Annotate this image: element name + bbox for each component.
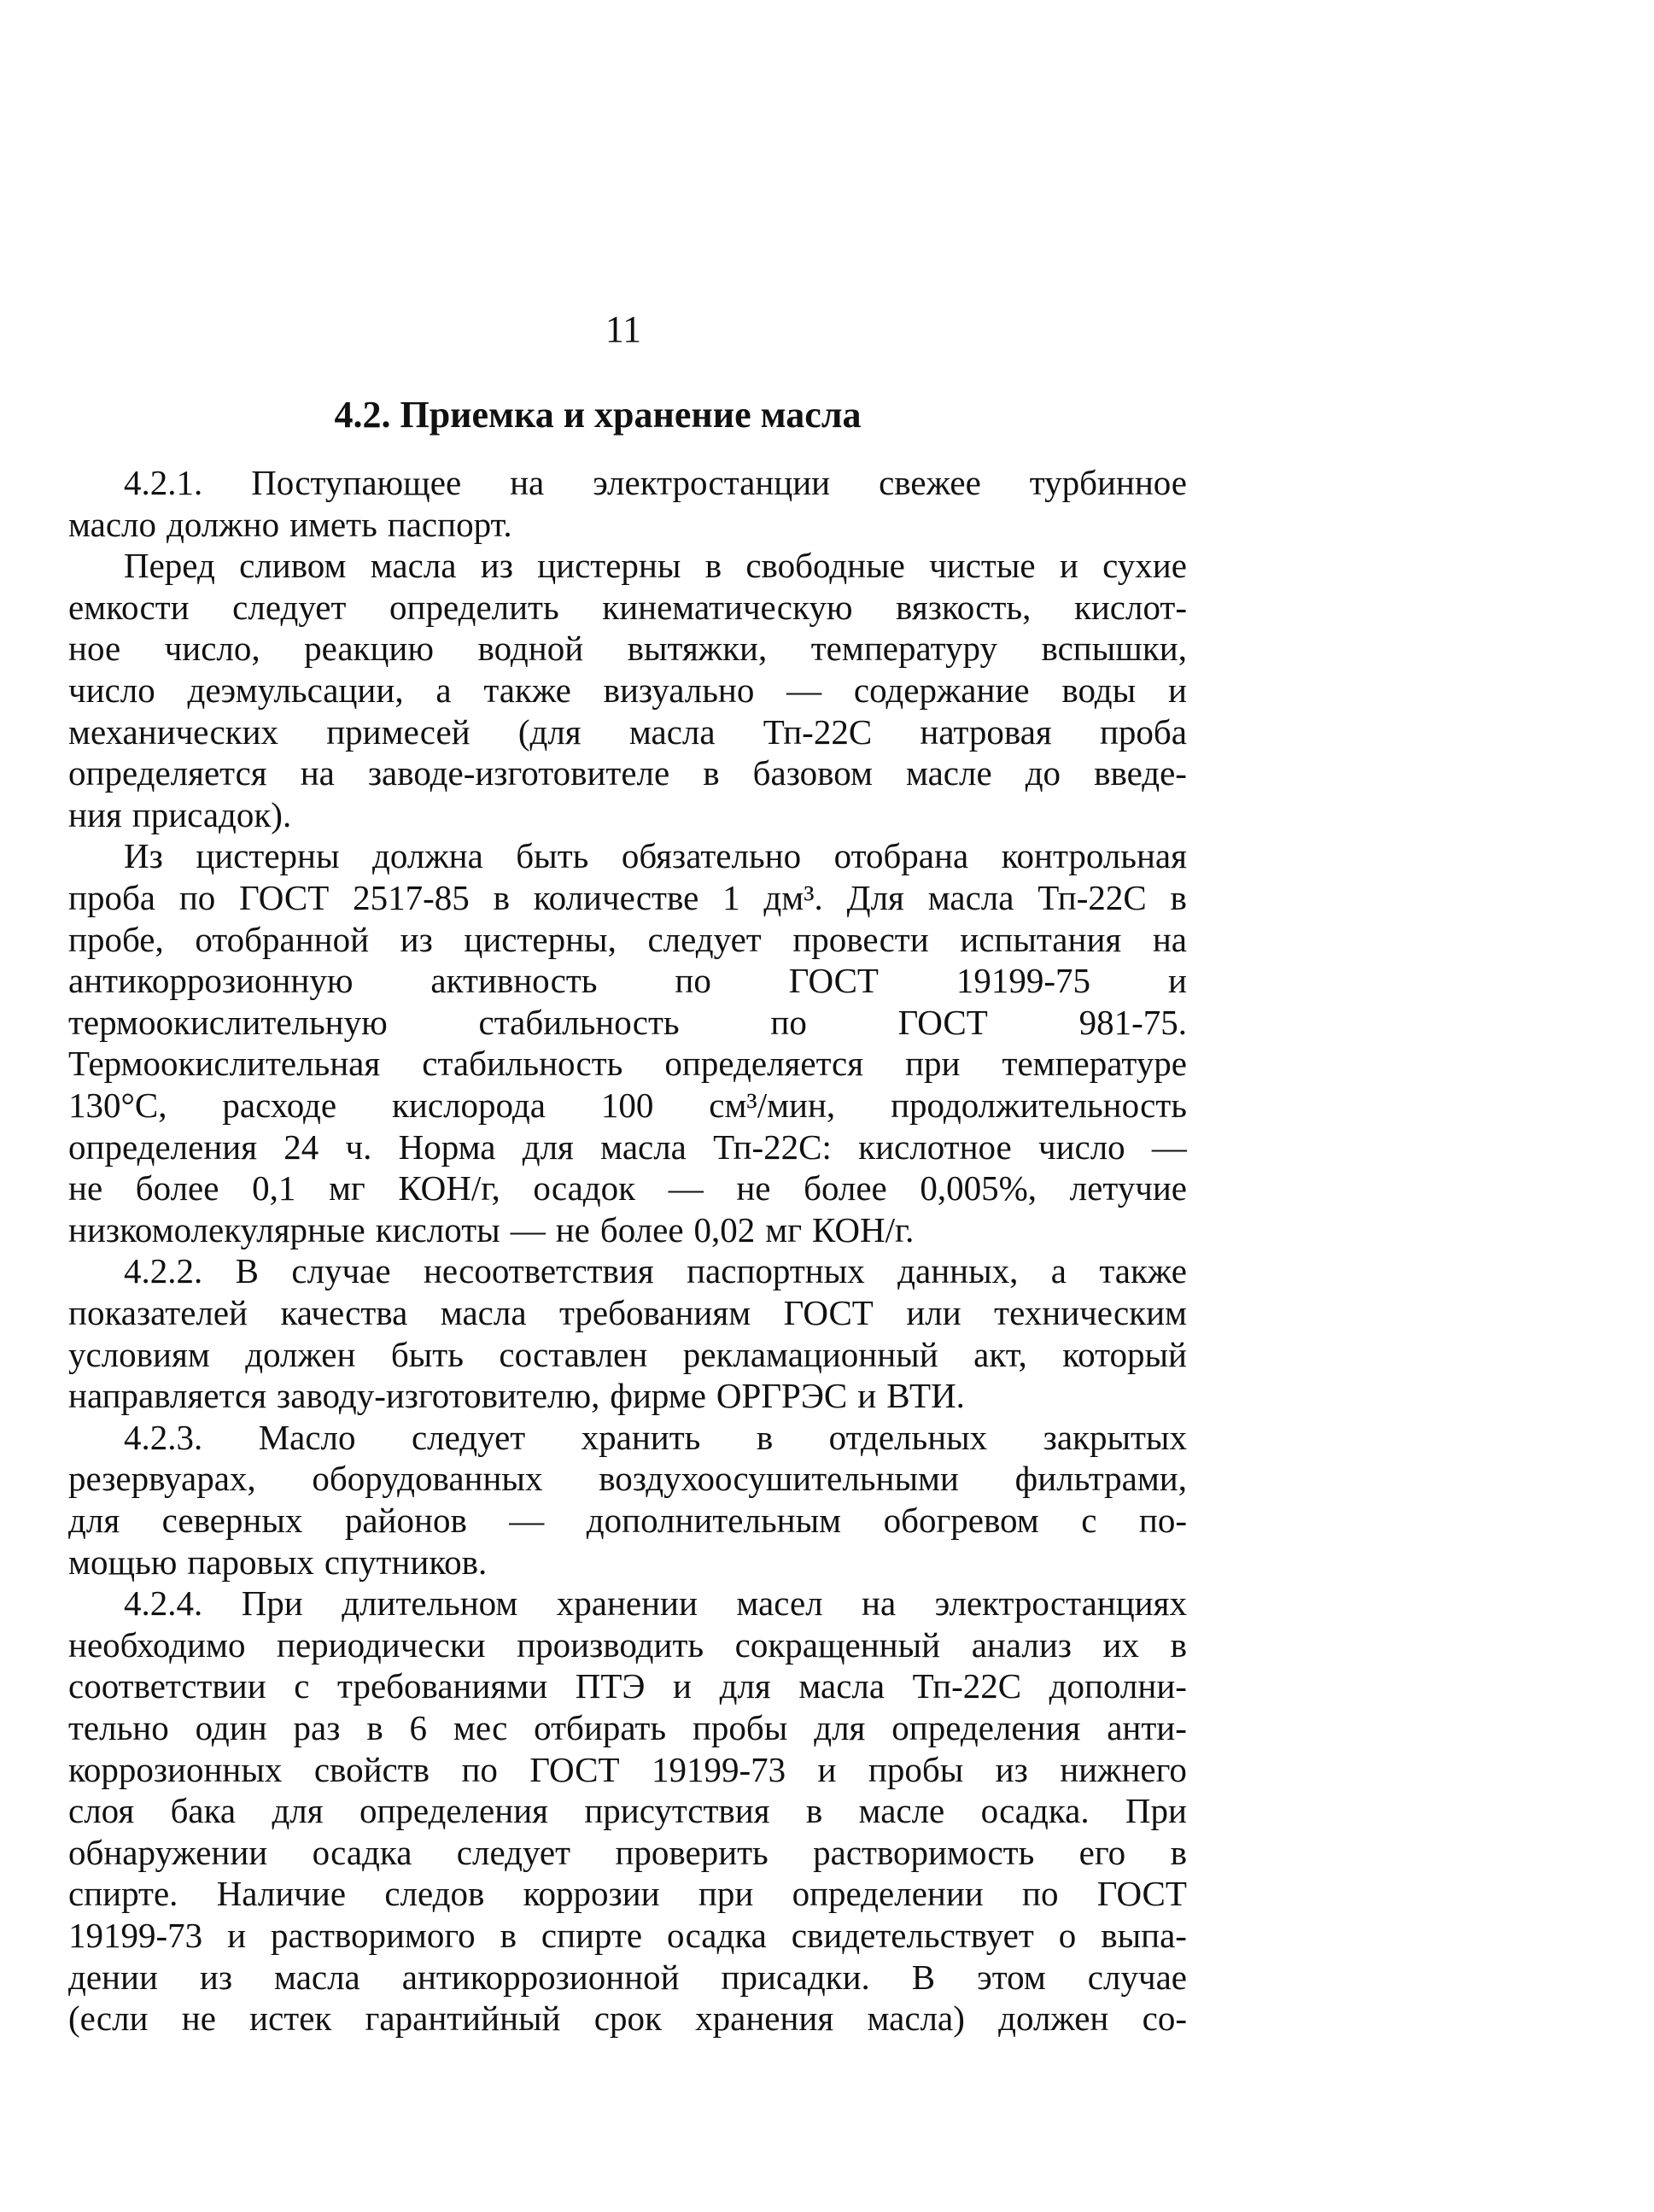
text-line: определения 24 ч. Норма для масла Тп-22С: кислотное число — (68, 1127, 1187, 1167)
text-line: термоокислительную стабильность по ГОСТ 981-75. (68, 1003, 1187, 1042)
text-line: 19199-73 и растворимого в спирте осадка свидетельствует о выпа- (68, 1916, 1187, 1955)
text-line: показателей качества масла требованиям ГОСТ или техническим (68, 1293, 1187, 1332)
text-line: 130°С, расходе кислорода 100 см³/мин, продолжительность (68, 1086, 1187, 1125)
text-line: 4.2.4. При длительном хранении масел на электростанциях (124, 1583, 1187, 1623)
text-line: резервуарах, оборудованных воздухоосушительными фильтрами, (68, 1459, 1187, 1498)
text-line: Термоокислительная стабильность определяется при температуре (68, 1044, 1187, 1083)
text-line: 4.2.2. В случае несоответствия паспортных данных, а также (124, 1251, 1187, 1290)
text-line: условиям должен быть составлен рекламационный акт, который (68, 1335, 1187, 1374)
text-line: 4.2.1. Поступающее на электростанции свежее турбинное (124, 463, 1187, 502)
text-line: соответствии с требованиями ПТЭ и для масла Тп-22С дополни- (68, 1666, 1187, 1706)
text-line: не более 0,1 мг КОН/г, осадок — не более 0,005%, летучие (68, 1168, 1187, 1208)
text-line: масло должно иметь паспорт. (68, 505, 512, 544)
text-line: для северных районов — дополнительным обогревом с по- (68, 1501, 1187, 1540)
text-line: антикоррозионную активность по ГОСТ 19199-75 и (68, 961, 1187, 1000)
text-line: слоя бака для определения присутствия в масле осадка. При (68, 1791, 1187, 1830)
text-line: спирте. Наличие следов коррозии при определении по ГОСТ (68, 1874, 1187, 1913)
text-line: низкомолекулярные кислоты — не более 0,02 мг КОН/г. (68, 1210, 915, 1249)
text-line: Перед сливом масла из цистерны в свободные чистые и сухие (124, 546, 1187, 585)
page-number: 11 (605, 308, 642, 350)
text-line: обнаружении осадка следует проверить растворимость его в (68, 1833, 1187, 1872)
text-line: механических примесей (для масла Тп-22С натровая проба (68, 712, 1187, 752)
text-line: определяется на заводе-изготовителе в базовом масле до введе- (68, 753, 1187, 793)
text-line: дении из масла антикоррозионной присадки. В этом случае (68, 1957, 1187, 1997)
text-line: 4.2.3. Масло следует хранить в отдельных закрытых (124, 1418, 1187, 1457)
text-line: ния присадок). (68, 795, 292, 834)
text-line: коррозионных свойств по ГОСТ 19199-73 и пробы из нижнего (68, 1750, 1187, 1789)
text-line: емкости следует определить кинематическую вязкость, кислот- (68, 588, 1187, 627)
text-line: необходимо периодически производить сокращенный анализ их в (68, 1625, 1187, 1665)
text-line: пробе, отобранной из цистерны, следует провести испытания на (68, 920, 1187, 959)
section-title: 4.2. Приемка и хранение масла (334, 394, 862, 436)
text-line: число деэмульсации, а также визуально — содержание воды и (68, 670, 1187, 710)
text-line: мощью паровых спутников. (68, 1542, 488, 1582)
text-line: проба по ГОСТ 2517-85 в количестве 1 дм³. Для масла Тп-22С в (68, 878, 1187, 917)
text-line: Из цистерны должна быть обязательно отобрана контрольная (124, 836, 1187, 875)
text-line: ное число, реакцию водной вытяжки, температуру вспышки, (68, 629, 1187, 668)
text-line: направляется заводу-изготовителю, фирме ОРГРЭС и ВТИ. (68, 1376, 965, 1415)
text-line: тельно один раз в 6 мес отбирать пробы для определения анти- (68, 1708, 1187, 1747)
text-line: (если не истек гарантийный срок хранения масла) должен со- (68, 1998, 1187, 2038)
